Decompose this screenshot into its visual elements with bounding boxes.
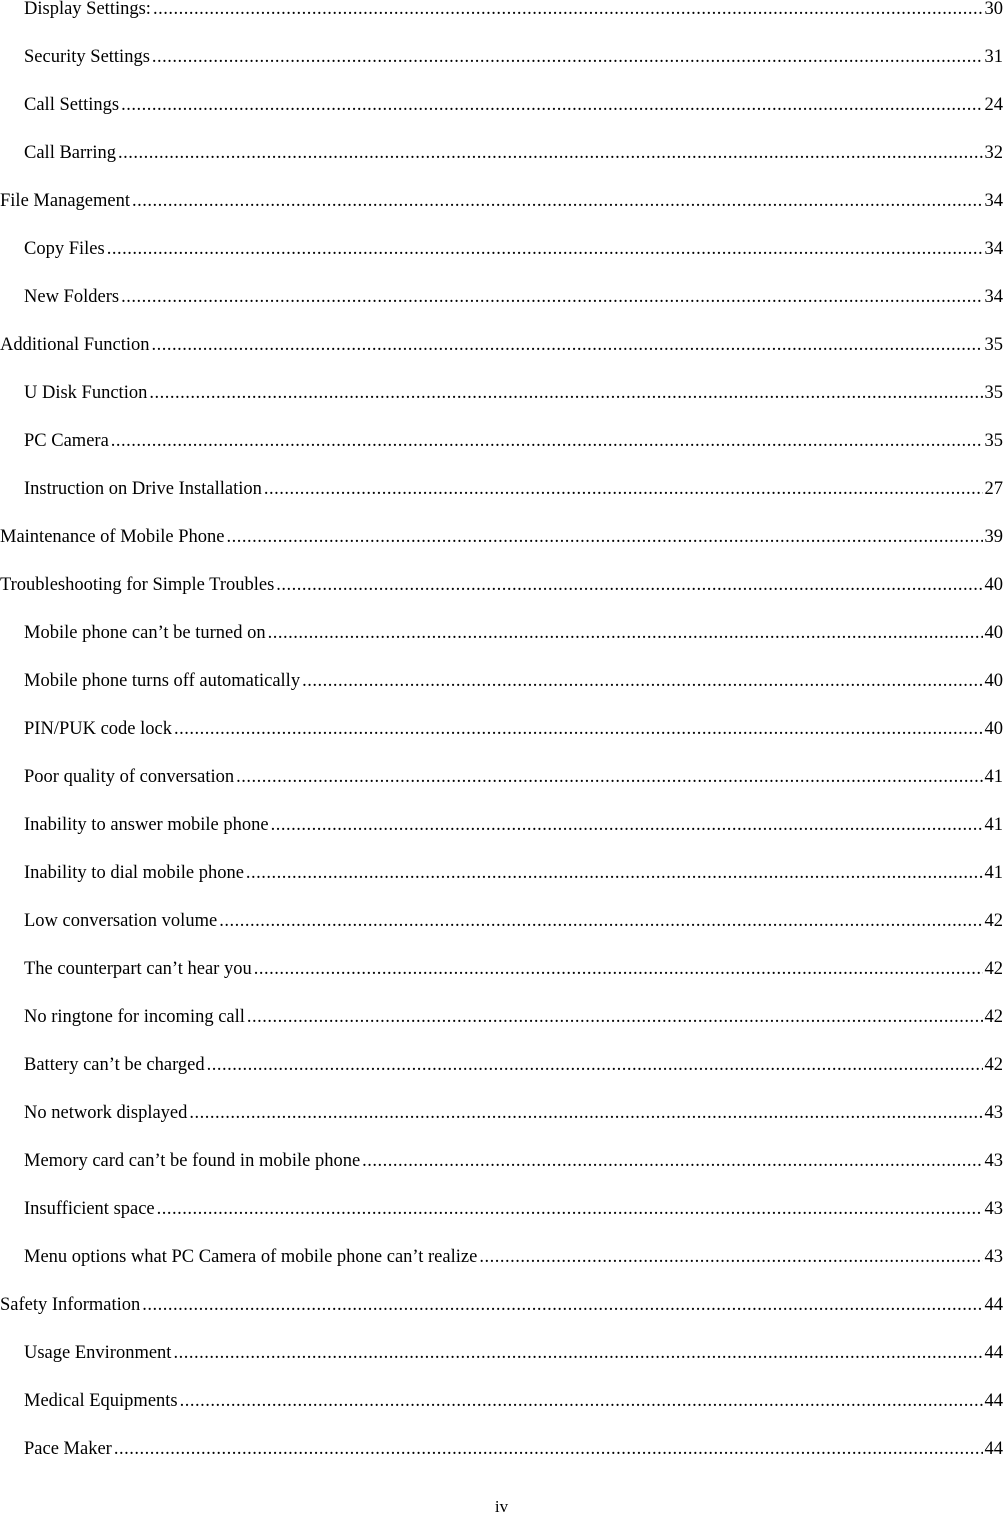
toc-subsection-entry[interactable] bbox=[0, 1341, 1003, 1389]
toc-dot-leader bbox=[132, 189, 983, 213]
toc-dot-leader bbox=[180, 1389, 983, 1413]
toc-entry-page-number: 43 bbox=[984, 1151, 1003, 1171]
toc-entry-page-number: 24 bbox=[984, 95, 1003, 115]
toc-entry-title: PC Camera bbox=[24, 431, 109, 451]
toc-dot-leader bbox=[276, 573, 982, 597]
toc-dot-leader bbox=[362, 1149, 982, 1173]
toc-subsection-entry[interactable] bbox=[0, 1053, 1003, 1101]
toc-entry-page-number: 42 bbox=[984, 959, 1003, 979]
toc-entry-title: Low conversation volume bbox=[24, 911, 218, 931]
toc-entry-page-number: 30 bbox=[984, 0, 1003, 19]
toc-dot-leader bbox=[207, 1053, 983, 1077]
toc-entry-page-number: 44 bbox=[984, 1439, 1003, 1459]
toc-entry-title: Mobile phone turns off automatically bbox=[24, 671, 301, 691]
toc-entry-title: New Folders bbox=[24, 287, 120, 307]
toc-subsection-entry[interactable] bbox=[0, 1389, 1003, 1437]
toc-dot-leader bbox=[268, 621, 983, 645]
toc-dot-leader bbox=[246, 861, 983, 885]
toc-entry-page-number: 35 bbox=[984, 431, 1003, 451]
toc-entry-title: Inability to answer mobile phone bbox=[24, 815, 269, 835]
toc-entry-title: Battery can’t be charged bbox=[24, 1055, 205, 1075]
toc-entry-title: Medical Equipments bbox=[24, 1391, 178, 1411]
toc-subsection-entry[interactable] bbox=[0, 1101, 1003, 1149]
toc-entry-page-number: 34 bbox=[984, 287, 1003, 307]
toc-entry-title: Memory card can’t be found in mobile phone bbox=[24, 1151, 361, 1171]
toc-subsection-entry[interactable] bbox=[0, 1149, 1003, 1197]
toc-dot-leader bbox=[157, 1197, 983, 1221]
toc-entry-title: Copy Files bbox=[24, 239, 105, 259]
toc-entry-page-number: 43 bbox=[984, 1103, 1003, 1123]
toc-dot-leader bbox=[479, 1245, 982, 1269]
toc-entry-page-number: 43 bbox=[984, 1247, 1003, 1267]
toc-entry-title: Safety Information bbox=[0, 1295, 141, 1315]
toc-subsection-entry[interactable] bbox=[0, 381, 1003, 429]
toc-subsection-entry[interactable] bbox=[0, 141, 1003, 189]
toc-entry-title: The counterpart can’t hear you bbox=[24, 959, 252, 979]
toc-entry-title: Security Settings bbox=[24, 47, 150, 67]
toc-dot-leader bbox=[173, 1341, 982, 1365]
toc-subsection-entry[interactable] bbox=[0, 861, 1003, 909]
toc-entry-page-number: 32 bbox=[984, 143, 1003, 163]
toc-entry-title: Call Settings bbox=[24, 95, 120, 115]
toc-dot-leader bbox=[219, 909, 982, 933]
toc-section-entry[interactable] bbox=[0, 1293, 1003, 1341]
toc-entry-page-number: 42 bbox=[984, 1007, 1003, 1027]
toc-dot-leader bbox=[142, 1293, 982, 1317]
toc-dot-leader bbox=[302, 669, 982, 693]
toc-entry-page-number: 40 bbox=[984, 623, 1003, 643]
toc-entry-page-number: 35 bbox=[984, 335, 1003, 355]
toc-entry-page-number: 41 bbox=[984, 863, 1003, 883]
toc-entry-title: Display Settings: bbox=[24, 0, 151, 19]
toc-entry-title: Usage Environment bbox=[24, 1343, 172, 1363]
toc-dot-leader bbox=[152, 333, 983, 357]
toc-entry-title: Mobile phone can’t be turned on bbox=[24, 623, 266, 643]
toc-dot-leader bbox=[174, 717, 983, 741]
toc-entry-title: File Management bbox=[0, 191, 130, 211]
toc-entry-page-number: 40 bbox=[984, 719, 1003, 739]
toc-entry-page-number: 41 bbox=[984, 767, 1003, 787]
toc-entry-page-number: 40 bbox=[984, 575, 1003, 595]
toc-subsection-entry[interactable] bbox=[0, 621, 1003, 669]
toc-subsection-entry[interactable] bbox=[0, 285, 1003, 333]
toc-dot-leader bbox=[149, 381, 982, 405]
toc-section-entry[interactable] bbox=[0, 525, 1003, 573]
toc-entry-title: Call Barring bbox=[24, 143, 116, 163]
toc-subsection-entry[interactable] bbox=[0, 93, 1003, 141]
toc-subsection-entry[interactable] bbox=[0, 669, 1003, 717]
toc-dot-leader bbox=[114, 1437, 983, 1461]
toc-entry-title: Pace Maker bbox=[24, 1439, 112, 1459]
toc-subsection-entry[interactable] bbox=[0, 0, 1003, 45]
toc-subsection-entry[interactable] bbox=[0, 957, 1003, 1005]
toc-entry-title: Instruction on Drive Installation bbox=[24, 479, 262, 499]
toc-entry-title: Poor quality of conversation bbox=[24, 767, 235, 787]
page-number: iv bbox=[494, 1497, 509, 1516]
toc-subsection-entry[interactable] bbox=[0, 909, 1003, 957]
toc-entry-page-number: 35 bbox=[984, 383, 1003, 403]
toc-entry-title: Troubleshooting for Simple Troubles bbox=[0, 575, 275, 595]
toc-dot-leader bbox=[189, 1101, 982, 1125]
toc-dot-leader bbox=[153, 0, 983, 21]
toc-subsection-entry[interactable] bbox=[0, 717, 1003, 765]
toc-subsection-entry[interactable] bbox=[0, 1197, 1003, 1245]
toc-subsection-entry[interactable] bbox=[0, 765, 1003, 813]
toc-entry-title: Maintenance of Mobile Phone bbox=[0, 527, 225, 547]
toc-entry-page-number: 34 bbox=[984, 191, 1003, 211]
toc-dot-leader bbox=[254, 957, 983, 981]
toc-entry-title: PIN/PUK code lock bbox=[24, 719, 172, 739]
toc-entry-page-number: 41 bbox=[984, 815, 1003, 835]
toc-entry-title: No ringtone for incoming call bbox=[24, 1007, 245, 1027]
toc-entry-page-number: 31 bbox=[984, 47, 1003, 67]
toc-section-entry[interactable] bbox=[0, 573, 1003, 621]
toc-entry-title: Menu options what PC Camera of mobile phone can’t realize bbox=[24, 1247, 478, 1267]
toc-dot-leader bbox=[121, 93, 982, 117]
toc-subsection-entry[interactable] bbox=[0, 1245, 1003, 1293]
toc-entry-page-number: 40 bbox=[984, 671, 1003, 691]
toc-dot-leader bbox=[264, 477, 983, 501]
toc-subsection-entry[interactable] bbox=[0, 237, 1003, 285]
toc-entry-page-number: 43 bbox=[984, 1199, 1003, 1219]
toc-subsection-entry[interactable] bbox=[0, 1437, 1003, 1485]
toc-entry-page-number: 34 bbox=[984, 239, 1003, 259]
toc-entry-page-number: 27 bbox=[984, 479, 1003, 499]
toc-entry-title: No network displayed bbox=[24, 1103, 188, 1123]
toc-section-entry[interactable] bbox=[0, 333, 1003, 381]
toc-section-entry[interactable] bbox=[0, 189, 1003, 237]
toc-subsection-entry[interactable] bbox=[0, 45, 1003, 93]
toc-dot-leader bbox=[271, 813, 983, 837]
toc-entry-page-number: 44 bbox=[984, 1343, 1003, 1363]
toc-entry-page-number: 42 bbox=[984, 1055, 1003, 1075]
toc-subsection-entry[interactable] bbox=[0, 813, 1003, 861]
toc-entry-title: Inability to dial mobile phone bbox=[24, 863, 244, 883]
toc-entry-title: U Disk Function bbox=[24, 383, 148, 403]
toc-dot-leader bbox=[236, 765, 982, 789]
toc-dot-leader bbox=[107, 237, 983, 261]
toc-dot-leader bbox=[118, 141, 983, 165]
toc-dot-leader bbox=[152, 45, 983, 69]
toc-dot-leader bbox=[247, 1005, 983, 1029]
toc-entry-page-number: 42 bbox=[984, 911, 1003, 931]
toc-entry-page-number: 44 bbox=[984, 1295, 1003, 1315]
toc-subsection-entry[interactable] bbox=[0, 477, 1003, 525]
toc-dot-leader bbox=[227, 525, 983, 549]
toc-entry-title: Insufficient space bbox=[24, 1199, 155, 1219]
toc-entry-page-number: 44 bbox=[984, 1391, 1003, 1411]
toc-entry-title: Additional Function bbox=[0, 335, 150, 355]
toc-subsection-entry[interactable] bbox=[0, 1005, 1003, 1053]
toc-dot-leader bbox=[111, 429, 983, 453]
toc-entry-page-number: 39 bbox=[984, 527, 1003, 547]
toc-dot-leader bbox=[121, 285, 982, 309]
toc-subsection-entry[interactable] bbox=[0, 429, 1003, 477]
